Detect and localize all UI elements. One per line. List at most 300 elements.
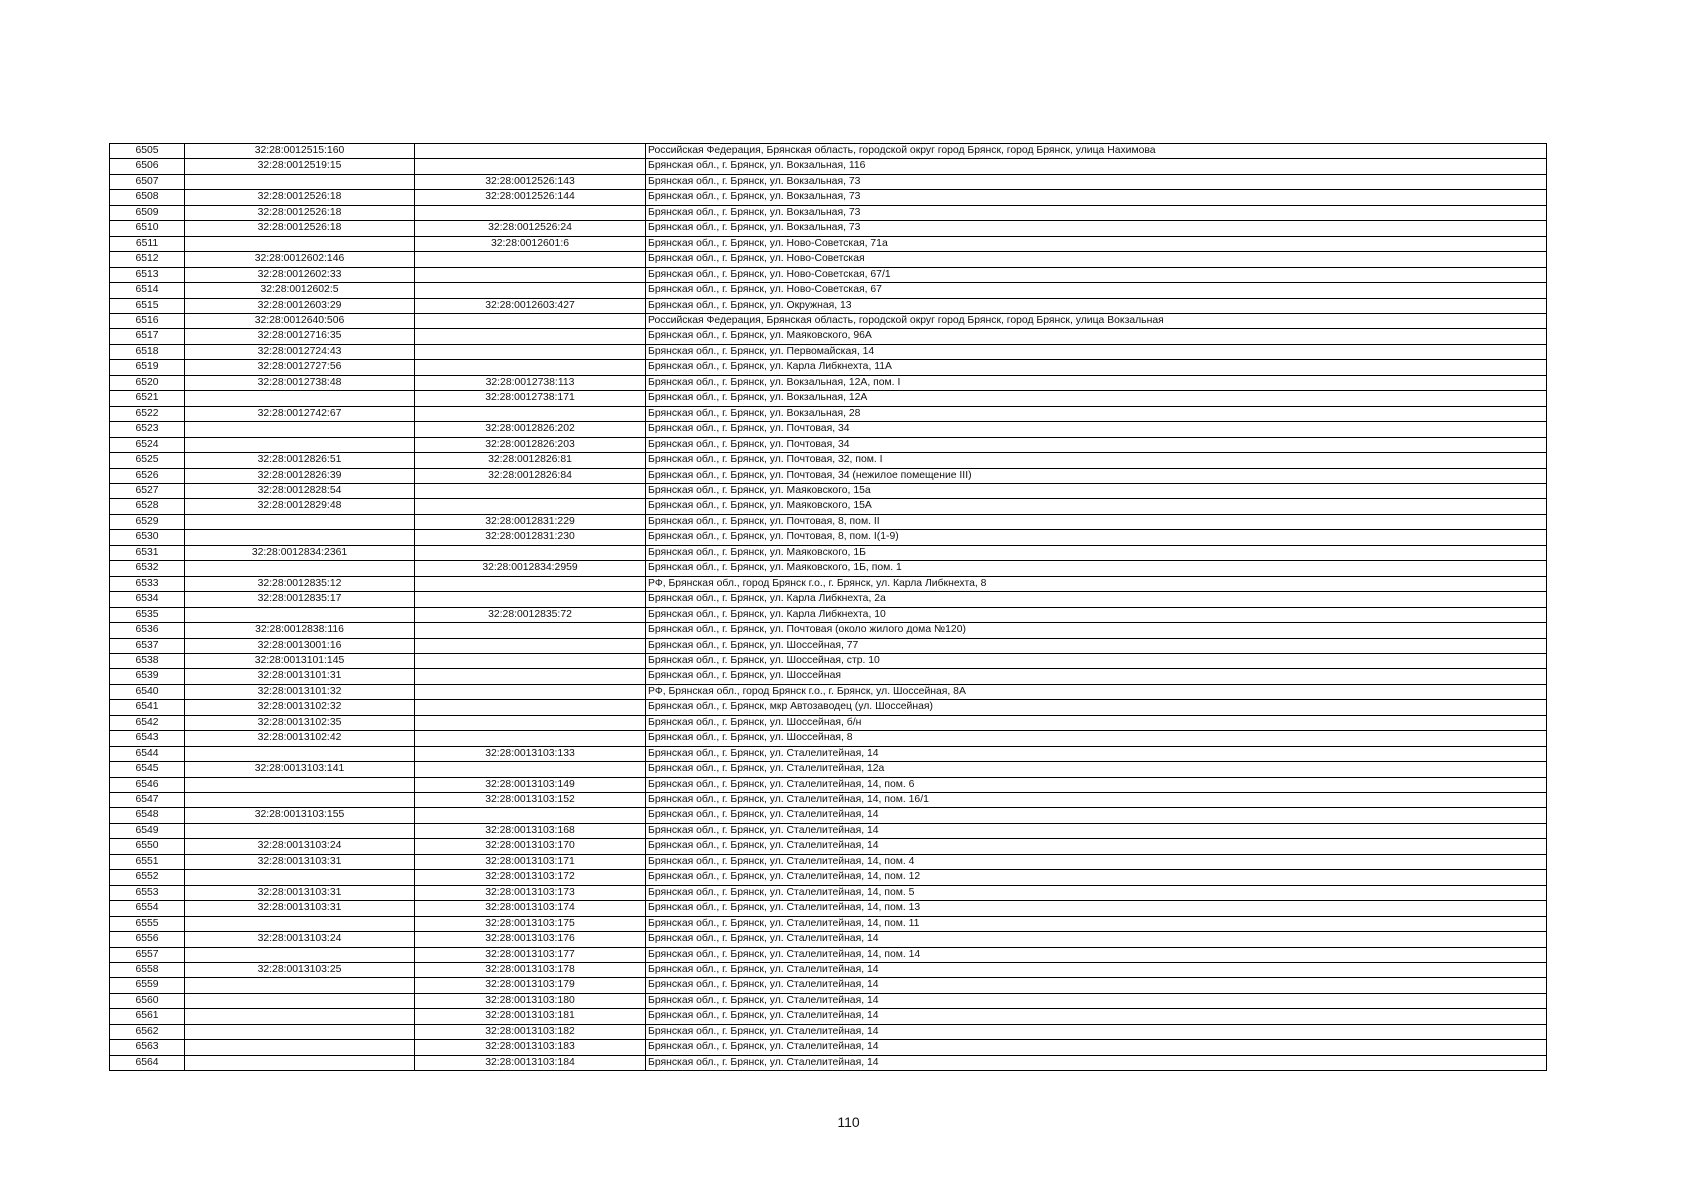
cadastral-number-cell: 32:28:0012602:5 [185,283,415,298]
table-row [110,746,1547,761]
object-cadastral-number-cell: 32:28:0013103:181 [415,1009,646,1024]
cadastral-number-cell: 32:28:0013103:141 [185,762,415,777]
object-cadastral-number-cell: 32:28:0012526:24 [415,221,646,236]
row-number-cell: 6552 [110,870,185,885]
cadastral-number-cell: 32:28:0012834:2361 [185,545,415,560]
address-cell: Брянская обл., г. Брянск, ул. Вокзальная, 12А, пом. I [646,375,1547,390]
row-number-cell: 6563 [110,1040,185,1055]
table-row [110,777,1547,792]
table-row [110,530,1547,545]
cadastral-number-cell: 32:28:0012838:116 [185,623,415,638]
row-number-cell: 6515 [110,298,185,313]
address-cell: Брянская обл., г. Брянск, ул. Вокзальная, 73 [646,205,1547,220]
address-cell: Брянская обл., г. Брянск, ул. Карла Либкнехта, 10 [646,607,1547,622]
row-number-cell: 6527 [110,483,185,498]
table-row [110,978,1547,993]
table-row [110,993,1547,1008]
table-row [110,623,1547,638]
cadastral-number-cell [185,746,415,761]
address-cell: Брянская обл., г. Брянск, ул. Почтовая, 8, пом. I(1-9) [646,530,1547,545]
row-number-cell: 6541 [110,700,185,715]
object-cadastral-number-cell: 32:28:0012835:72 [415,607,646,622]
table-row [110,885,1547,900]
address-cell: Брянская обл., г. Брянск, ул. Сталелитейная, 14 [646,978,1547,993]
object-cadastral-number-cell [415,545,646,560]
cadastral-number-cell: 32:28:0013102:35 [185,715,415,730]
table-row [110,205,1547,220]
object-cadastral-number-cell [415,700,646,715]
address-cell: Брянская обл., г. Брянск, ул. Сталелитейная, 14 [646,746,1547,761]
table-row [110,437,1547,452]
cadastral-number-cell: 32:28:0012640:506 [185,313,415,328]
address-cell: Брянская обл., г. Брянск, ул. Шоссейная, 77 [646,638,1547,653]
address-cell: Брянская обл., г. Брянск, ул. Почтовая, 8, пом. II [646,514,1547,529]
object-cadastral-number-cell: 32:28:0012834:2959 [415,561,646,576]
cadastral-number-cell [185,1055,415,1070]
address-cell: Брянская обл., г. Брянск, ул. Ново-Советская, 67/1 [646,267,1547,282]
object-cadastral-number-cell: 32:28:0013103:149 [415,777,646,792]
address-cell: Брянская обл., г. Брянск, ул. Ново-Советская, 71а [646,236,1547,251]
object-cadastral-number-cell [415,283,646,298]
table-row [110,375,1547,390]
object-cadastral-number-cell: 32:28:0012826:202 [415,422,646,437]
address-cell: Брянская обл., г. Брянск, ул. Ново-Советская, 67 [646,283,1547,298]
row-number-cell: 6524 [110,437,185,452]
table-row [110,483,1547,498]
cadastral-number-cell [185,823,415,838]
address-cell: Брянская обл., г. Брянск, ул. Маяковского, 96А [646,329,1547,344]
table-row [110,808,1547,823]
object-cadastral-number-cell: 32:28:0013103:133 [415,746,646,761]
row-number-cell: 6505 [110,144,185,159]
address-cell: Брянская обл., г. Брянск, ул. Вокзальная, 28 [646,406,1547,421]
table-row [110,545,1547,560]
object-cadastral-number-cell [415,638,646,653]
row-number-cell: 6510 [110,221,185,236]
cadastral-number-cell [185,236,415,251]
cadastral-number-cell: 32:28:0013103:24 [185,839,415,854]
table-row [110,592,1547,607]
cadastral-number-cell [185,437,415,452]
row-number-cell: 6522 [110,406,185,421]
table-row [110,638,1547,653]
table-row [110,715,1547,730]
table-row [110,468,1547,483]
object-cadastral-number-cell: 32:28:0013103:183 [415,1040,646,1055]
object-cadastral-number-cell [415,669,646,684]
cadastral-number-cell: 32:28:0013101:31 [185,669,415,684]
table-row [110,607,1547,622]
row-number-cell: 6514 [110,283,185,298]
row-number-cell: 6529 [110,514,185,529]
table-row [110,854,1547,869]
address-cell: РФ, Брянская обл., город Брянск г.о., г. Брянск, ул. Карла Либкнехта, 8 [646,576,1547,591]
table-row [110,823,1547,838]
address-cell: Брянская обл., г. Брянск, ул. Первомайская, 14 [646,344,1547,359]
address-cell: Брянская обл., г. Брянск, ул. Сталелитейная, 14 [646,808,1547,823]
object-cadastral-number-cell [415,267,646,282]
row-number-cell: 6511 [110,236,185,251]
cadastral-number-cell: 32:28:0013102:32 [185,700,415,715]
row-number-cell: 6531 [110,545,185,560]
cadastral-number-cell: 32:28:0012829:48 [185,499,415,514]
cadastral-number-cell: 32:28:0013103:31 [185,901,415,916]
page-number: 110 [837,1114,860,1130]
row-number-cell: 6546 [110,777,185,792]
address-cell: Брянская обл., г. Брянск, ул. Карла Либкнехта, 11А [646,360,1547,375]
table-row [110,1055,1547,1070]
cadastral-number-cell: 32:28:0012526:18 [185,221,415,236]
address-cell: Брянская обл., г. Брянск, ул. Почтовая, 34 (нежилое помещение III) [646,468,1547,483]
table-row [110,762,1547,777]
cadastral-number-cell [185,1024,415,1039]
cadastral-number-cell: 32:28:0013101:145 [185,653,415,668]
cadastral-number-cell: 32:28:0012716:35 [185,329,415,344]
row-number-cell: 6506 [110,159,185,174]
row-number-cell: 6543 [110,731,185,746]
object-cadastral-number-cell: 32:28:0013103:174 [415,901,646,916]
row-number-cell: 6535 [110,607,185,622]
object-cadastral-number-cell: 32:28:0013103:178 [415,963,646,978]
row-number-cell: 6544 [110,746,185,761]
table-row [110,190,1547,205]
table-row [110,159,1547,174]
cadastral-number-cell: 32:28:0012602:146 [185,252,415,267]
cadastral-number-cell: 32:28:0013103:31 [185,885,415,900]
table-row [110,684,1547,699]
row-number-cell: 6526 [110,468,185,483]
table-row [110,221,1547,236]
cadastral-number-cell: 32:28:0012602:33 [185,267,415,282]
cadastral-number-cell: 32:28:0012526:18 [185,205,415,220]
row-number-cell: 6507 [110,174,185,189]
object-cadastral-number-cell: 32:28:0012831:230 [415,530,646,545]
object-cadastral-number-cell: 32:28:0013103:171 [415,854,646,869]
cadastral-number-cell [185,561,415,576]
address-cell: Российская Федерация, Брянская область, городской округ город Брянск, город Брянск, улица Вокзальная [646,313,1547,328]
address-cell: Брянская обл., г. Брянск, ул. Сталелитейная, 14, пом. 5 [646,885,1547,900]
cadastral-number-cell [185,1009,415,1024]
cadastral-number-cell [185,793,415,808]
address-cell: Брянская обл., г. Брянск, ул. Сталелитейная, 14 [646,963,1547,978]
table-row [110,344,1547,359]
row-number-cell: 6555 [110,916,185,931]
object-cadastral-number-cell: 32:28:0012526:144 [415,190,646,205]
table-row [110,422,1547,437]
cadastral-number-cell: 32:28:0013103:155 [185,808,415,823]
cadastral-number-cell: 32:28:0012826:51 [185,453,415,468]
row-number-cell: 6538 [110,653,185,668]
table-row [110,700,1547,715]
address-cell: Брянская обл., г. Брянск, ул. Почтовая (около жилого дома №120) [646,623,1547,638]
object-cadastral-number-cell: 32:28:0013103:172 [415,870,646,885]
cadastral-register-table [109,143,1547,1071]
address-cell: Брянская обл., г. Брянск, ул. Шоссейная, 8 [646,731,1547,746]
object-cadastral-number-cell [415,159,646,174]
row-number-cell: 6558 [110,963,185,978]
table-row [110,406,1547,421]
row-number-cell: 6559 [110,978,185,993]
table-row [110,329,1547,344]
object-cadastral-number-cell: 32:28:0013103:170 [415,839,646,854]
cadastral-number-cell: 32:28:0012835:17 [185,592,415,607]
row-number-cell: 6516 [110,313,185,328]
row-number-cell: 6537 [110,638,185,653]
address-cell: Брянская обл., г. Брянск, ул. Вокзальная, 73 [646,190,1547,205]
object-cadastral-number-cell [415,329,646,344]
table-row [110,669,1547,684]
cadastral-number-cell: 32:28:0012727:56 [185,360,415,375]
cadastral-number-cell: 32:28:0012826:39 [185,468,415,483]
row-number-cell: 6539 [110,669,185,684]
table-row [110,793,1547,808]
address-cell: Брянская обл., г. Брянск, ул. Маяковского, 1Б [646,545,1547,560]
cadastral-number-cell: 32:28:0012519:15 [185,159,415,174]
row-number-cell: 6533 [110,576,185,591]
object-cadastral-number-cell [415,684,646,699]
object-cadastral-number-cell [415,499,646,514]
object-cadastral-number-cell: 32:28:0013103:173 [415,885,646,900]
object-cadastral-number-cell [415,406,646,421]
row-number-cell: 6512 [110,252,185,267]
cadastral-number-cell: 32:28:0012526:18 [185,190,415,205]
address-cell: Брянская обл., г. Брянск, ул. Сталелитейная, 12а [646,762,1547,777]
cadastral-number-cell: 32:28:0013103:25 [185,963,415,978]
object-cadastral-number-cell: 32:28:0012601:6 [415,236,646,251]
address-cell: Брянская обл., г. Брянск, ул. Сталелитейная, 14, пом. 6 [646,777,1547,792]
object-cadastral-number-cell [415,483,646,498]
table-row [110,391,1547,406]
cadastral-number-cell [185,870,415,885]
cadastral-number-cell: 32:28:0012724:43 [185,344,415,359]
table-row [110,514,1547,529]
object-cadastral-number-cell [415,144,646,159]
object-cadastral-number-cell: 32:28:0012831:229 [415,514,646,529]
table-row [110,731,1547,746]
row-number-cell: 6548 [110,808,185,823]
object-cadastral-number-cell: 32:28:0012603:427 [415,298,646,313]
address-cell: Российская Федерация, Брянская область, городской округ город Брянск, город Брянск, улица Нахимова [646,144,1547,159]
cadastral-number-cell [185,777,415,792]
object-cadastral-number-cell [415,576,646,591]
row-number-cell: 6523 [110,422,185,437]
table-row [110,916,1547,931]
cadastral-number-cell [185,174,415,189]
table-row [110,267,1547,282]
address-cell: Брянская обл., г. Брянск, ул. Сталелитейная, 14, пом. 4 [646,854,1547,869]
table-row [110,870,1547,885]
address-cell: Брянская обл., г. Брянск, ул. Сталелитейная, 14 [646,1040,1547,1055]
object-cadastral-number-cell: 32:28:0013103:179 [415,978,646,993]
cadastral-number-cell: 32:28:0013103:24 [185,932,415,947]
cadastral-number-cell [185,993,415,1008]
row-number-cell: 6549 [110,823,185,838]
table-row [110,561,1547,576]
table-body [110,144,1547,1071]
row-number-cell: 6562 [110,1024,185,1039]
object-cadastral-number-cell: 32:28:0013103:184 [415,1055,646,1070]
cadastral-number-cell: 32:28:0013001:16 [185,638,415,653]
row-number-cell: 6517 [110,329,185,344]
table-row [110,932,1547,947]
table-row [110,653,1547,668]
row-number-cell: 6521 [110,391,185,406]
document-page [109,143,1547,1071]
cadastral-number-cell: 32:28:0013101:32 [185,684,415,699]
row-number-cell: 6532 [110,561,185,576]
row-number-cell: 6564 [110,1055,185,1070]
table-row [110,576,1547,591]
row-number-cell: 6542 [110,715,185,730]
table-row [110,901,1547,916]
address-cell: Брянская обл., г. Брянск, ул. Сталелитейная, 14 [646,1024,1547,1039]
cadastral-number-cell: 32:28:0012603:29 [185,298,415,313]
object-cadastral-number-cell: 32:28:0012826:81 [415,453,646,468]
row-number-cell: 6528 [110,499,185,514]
cadastral-number-cell [185,978,415,993]
table-row [110,174,1547,189]
cadastral-number-cell: 32:28:0012738:48 [185,375,415,390]
object-cadastral-number-cell [415,653,646,668]
cadastral-number-cell [185,422,415,437]
object-cadastral-number-cell: 32:28:0012526:143 [415,174,646,189]
row-number-cell: 6561 [110,1009,185,1024]
object-cadastral-number-cell: 32:28:0012826:84 [415,468,646,483]
cadastral-number-cell [185,947,415,962]
table-row [110,313,1547,328]
object-cadastral-number-cell: 32:28:0012826:203 [415,437,646,452]
object-cadastral-number-cell [415,205,646,220]
object-cadastral-number-cell [415,731,646,746]
table-row [110,360,1547,375]
cadastral-number-cell [185,607,415,622]
row-number-cell: 6508 [110,190,185,205]
row-number-cell: 6530 [110,530,185,545]
object-cadastral-number-cell: 32:28:0013103:177 [415,947,646,962]
table-row [110,283,1547,298]
address-cell: Брянская обл., г. Брянск, ул. Вокзальная, 116 [646,159,1547,174]
cadastral-number-cell [185,514,415,529]
address-cell: Брянская обл., г. Брянск, ул. Маяковского, 1Б, пом. 1 [646,561,1547,576]
row-number-cell: 6551 [110,854,185,869]
address-cell: Брянская обл., г. Брянск, ул. Вокзальная, 73 [646,221,1547,236]
row-number-cell: 6556 [110,932,185,947]
address-cell: РФ, Брянская обл., город Брянск г.о., г. Брянск, ул. Шоссейная, 8А [646,684,1547,699]
table-row [110,963,1547,978]
object-cadastral-number-cell: 32:28:0012738:113 [415,375,646,390]
cadastral-number-cell: 32:28:0012742:67 [185,406,415,421]
cadastral-number-cell [185,530,415,545]
row-number-cell: 6557 [110,947,185,962]
cadastral-number-cell: 32:28:0012835:12 [185,576,415,591]
table-row [110,1009,1547,1024]
table-row [110,144,1547,159]
address-cell: Брянская обл., г. Брянск, мкр Автозаводец (ул. Шоссейная) [646,700,1547,715]
object-cadastral-number-cell [415,344,646,359]
cadastral-number-cell: 32:28:0013102:42 [185,731,415,746]
address-cell: Брянская обл., г. Брянск, ул. Шоссейная, стр. 10 [646,653,1547,668]
table-row [110,1040,1547,1055]
address-cell: Брянская обл., г. Брянск, ул. Карла Либкнехта, 2а [646,592,1547,607]
object-cadastral-number-cell [415,592,646,607]
row-number-cell: 6553 [110,885,185,900]
table-row [110,236,1547,251]
object-cadastral-number-cell [415,623,646,638]
address-cell: Брянская обл., г. Брянск, ул. Шоссейная, б/н [646,715,1547,730]
row-number-cell: 6525 [110,453,185,468]
address-cell: Брянская обл., г. Брянск, ул. Сталелитейная, 14 [646,993,1547,1008]
row-number-cell: 6554 [110,901,185,916]
object-cadastral-number-cell: 32:28:0012738:171 [415,391,646,406]
address-cell: Брянская обл., г. Брянск, ул. Сталелитейная, 14 [646,839,1547,854]
object-cadastral-number-cell [415,360,646,375]
object-cadastral-number-cell [415,808,646,823]
row-number-cell: 6513 [110,267,185,282]
table-row [110,1024,1547,1039]
address-cell: Брянская обл., г. Брянск, ул. Шоссейная [646,669,1547,684]
address-cell: Брянская обл., г. Брянск, ул. Почтовая, 32, пом. I [646,453,1547,468]
row-number-cell: 6540 [110,684,185,699]
object-cadastral-number-cell: 32:28:0013103:176 [415,932,646,947]
address-cell: Брянская обл., г. Брянск, ул. Сталелитейная, 14 [646,932,1547,947]
row-number-cell: 6560 [110,993,185,1008]
address-cell: Брянская обл., г. Брянск, ул. Сталелитейная, 14, пом. 16/1 [646,793,1547,808]
object-cadastral-number-cell [415,715,646,730]
address-cell: Брянская обл., г. Брянск, ул. Ново-Советская [646,252,1547,267]
cadastral-number-cell: 32:28:0012515:160 [185,144,415,159]
object-cadastral-number-cell [415,252,646,267]
row-number-cell: 6536 [110,623,185,638]
row-number-cell: 6547 [110,793,185,808]
cadastral-number-cell: 32:28:0012828:54 [185,483,415,498]
table-row [110,499,1547,514]
address-cell: Брянская обл., г. Брянск, ул. Почтовая, 34 [646,422,1547,437]
table-row [110,252,1547,267]
address-cell: Брянская обл., г. Брянск, ул. Окружная, 13 [646,298,1547,313]
object-cadastral-number-cell [415,762,646,777]
row-number-cell: 6518 [110,344,185,359]
cadastral-number-cell: 32:28:0013103:31 [185,854,415,869]
table-row [110,947,1547,962]
object-cadastral-number-cell [415,313,646,328]
address-cell: Брянская обл., г. Брянск, ул. Сталелитейная, 14 [646,1009,1547,1024]
row-number-cell: 6545 [110,762,185,777]
object-cadastral-number-cell: 32:28:0013103:152 [415,793,646,808]
object-cadastral-number-cell: 32:28:0013103:180 [415,993,646,1008]
table-row [110,453,1547,468]
row-number-cell: 6520 [110,375,185,390]
table-row [110,298,1547,313]
cadastral-number-cell [185,391,415,406]
cadastral-number-cell [185,916,415,931]
address-cell: Брянская обл., г. Брянск, ул. Сталелитейная, 14, пом. 12 [646,870,1547,885]
cadastral-number-cell [185,1040,415,1055]
address-cell: Брянская обл., г. Брянск, ул. Сталелитейная, 14, пом. 11 [646,916,1547,931]
address-cell: Брянская обл., г. Брянск, ул. Почтовая, 34 [646,437,1547,452]
address-cell: Брянская обл., г. Брянск, ул. Вокзальная, 73 [646,174,1547,189]
address-cell: Брянская обл., г. Брянск, ул. Маяковского, 15А [646,499,1547,514]
address-cell: Брянская обл., г. Брянск, ул. Вокзальная, 12А [646,391,1547,406]
row-number-cell: 6534 [110,592,185,607]
row-number-cell: 6509 [110,205,185,220]
row-number-cell: 6550 [110,839,185,854]
address-cell: Брянская обл., г. Брянск, ул. Маяковского, 15а [646,483,1547,498]
object-cadastral-number-cell: 32:28:0013103:182 [415,1024,646,1039]
object-cadastral-number-cell: 32:28:0013103:175 [415,916,646,931]
address-cell: Брянская обл., г. Брянск, ул. Сталелитейная, 14, пом. 13 [646,901,1547,916]
address-cell: Брянская обл., г. Брянск, ул. Сталелитейная, 14 [646,1055,1547,1070]
row-number-cell: 6519 [110,360,185,375]
